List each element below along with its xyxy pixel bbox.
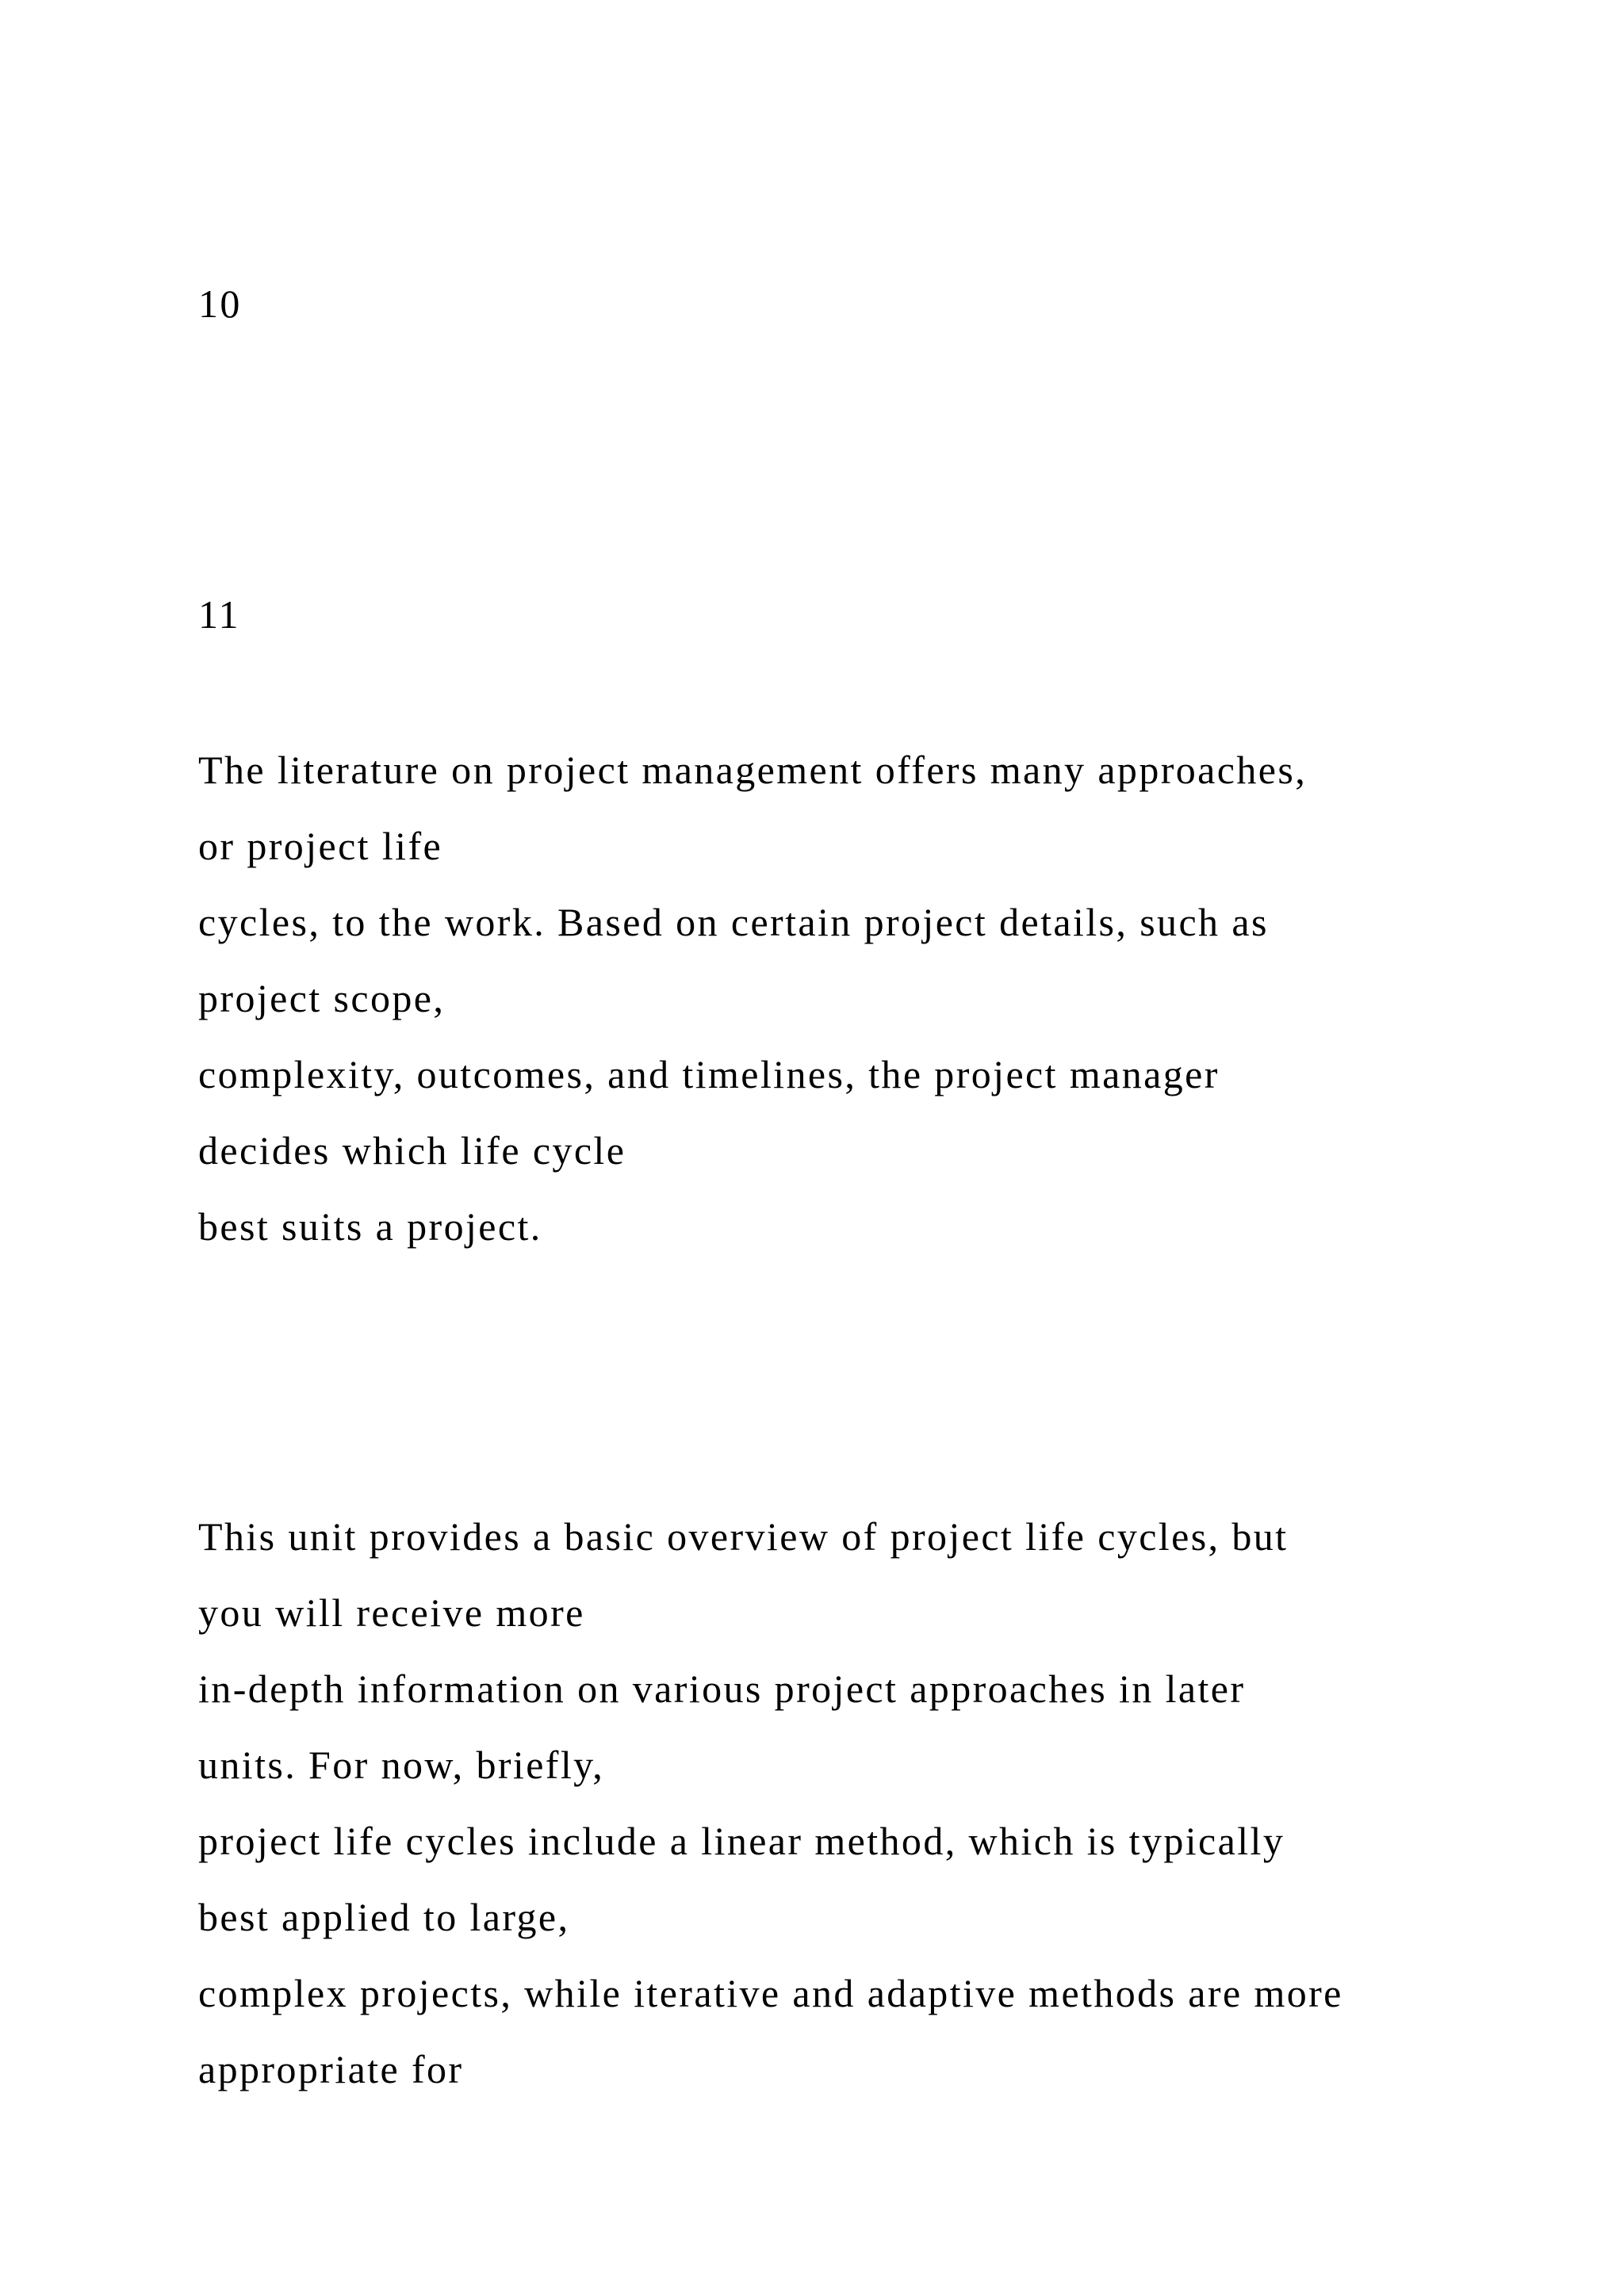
paragraph-line: best suits a project. (198, 1204, 542, 1249)
paragraph-line: you will receive more (198, 1590, 585, 1635)
paragraph-line: complexity, outcomes, and timelines, the project manager (198, 1052, 1220, 1096)
paragraph-line: This unit provides a basic overview of project life cycles, but (198, 1514, 1289, 1559)
paragraph-line: project life cycles include a linear method, which is typically (198, 1819, 1285, 1863)
page-number: 10 (198, 281, 242, 326)
paragraph-line: project scope, (198, 976, 446, 1020)
paragraph-line: cycles, to the work. Based on certain project details, such as (198, 900, 1269, 944)
page-number: 11 (198, 592, 240, 637)
paragraph-line: decides which life cycle (198, 1128, 626, 1173)
paragraph-line: best applied to large, (198, 1895, 570, 1939)
paragraph-line: complex projects, while iterative and adaptive methods are more (198, 1971, 1343, 2015)
paragraph-line: The literature on project management offers many approaches, (198, 748, 1308, 792)
paragraph-line: appropriate for (198, 2047, 464, 2091)
paragraph-line: units. For now, briefly, (198, 1743, 605, 1787)
paragraph-line: or project life (198, 824, 443, 868)
paragraph-line: in-depth information on various project approaches in later (198, 1667, 1246, 1711)
